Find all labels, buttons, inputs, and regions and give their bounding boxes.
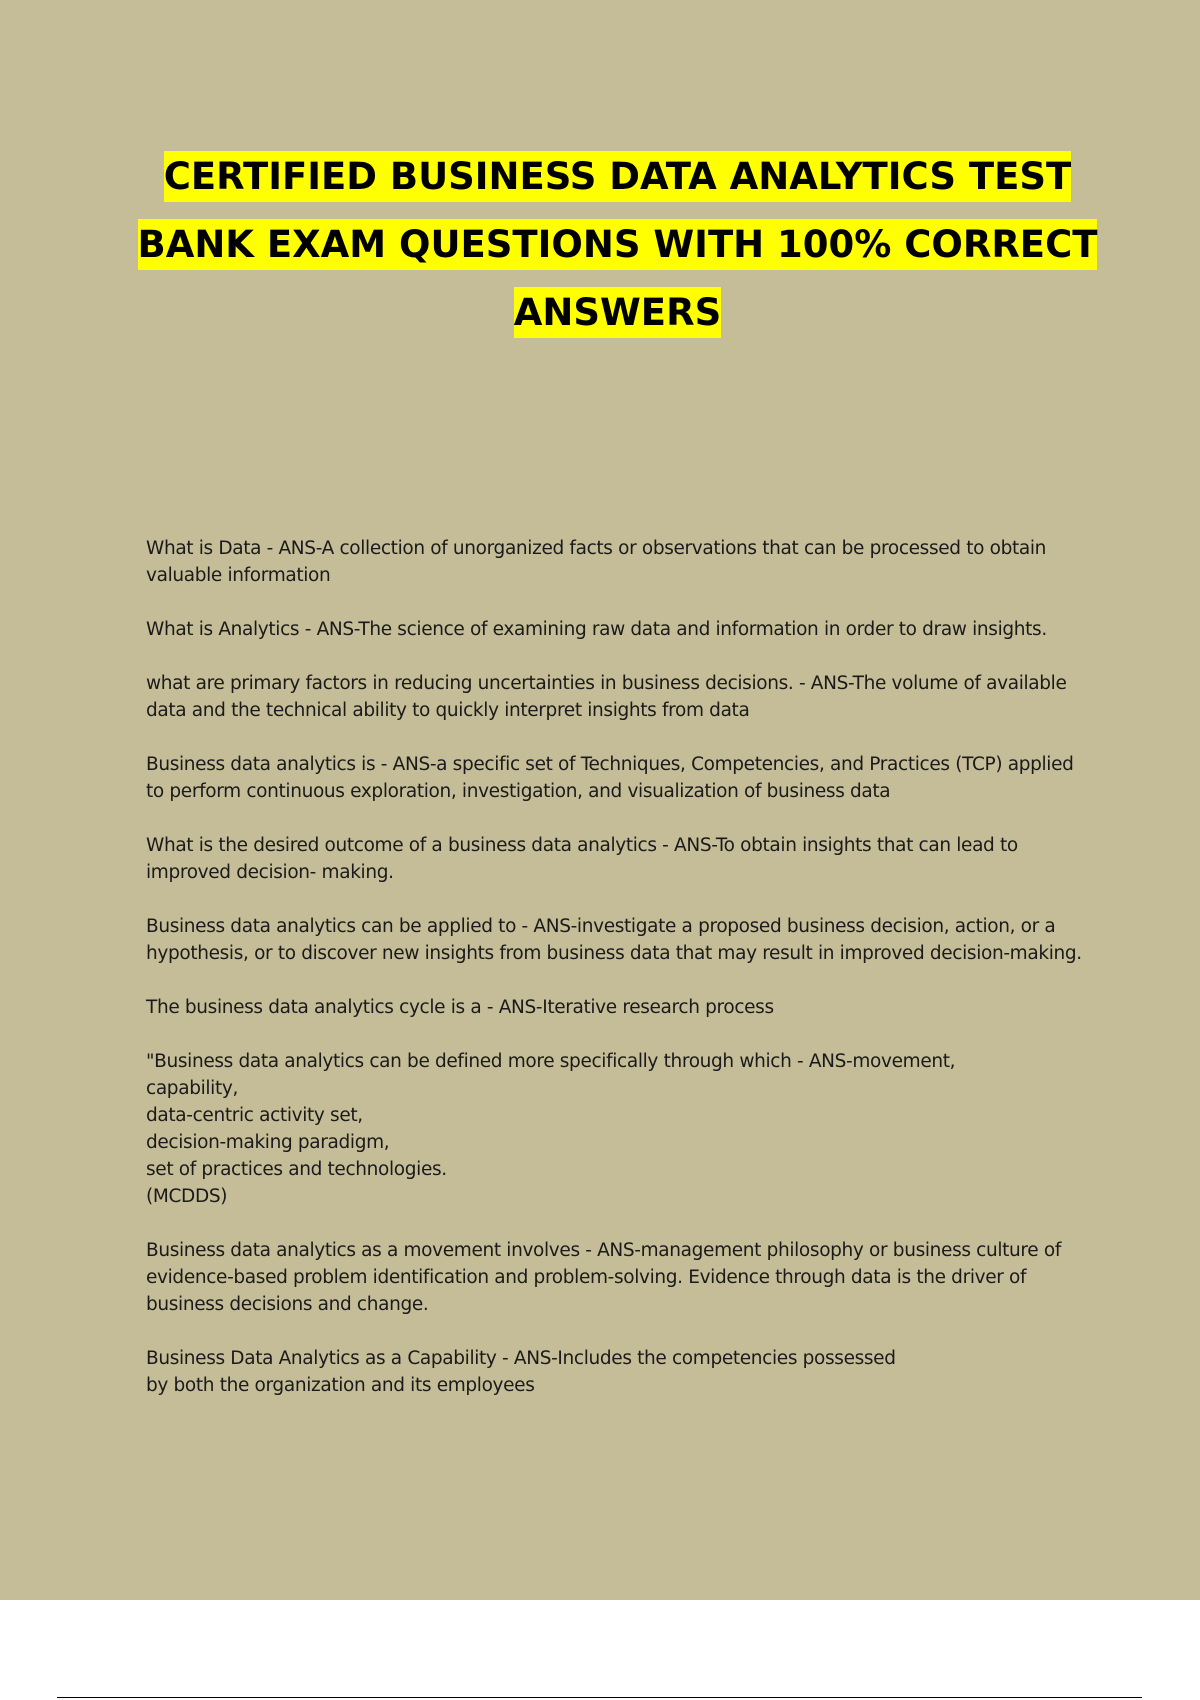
qa-item: What is Analytics - ANS-The science of examining raw data and information in order to draw insights.	[146, 619, 1047, 640]
title-line-2: BANK EXAM QUESTIONS WITH 100% CORRECT	[138, 219, 1098, 270]
title-line-1: CERTIFIED BUSINESS DATA ANALYTICS TEST	[164, 151, 1072, 202]
qa-item: What is the desired outcome of a business data analytics - ANS-To obtain insights that can lead to improved decision- making.	[146, 835, 1018, 883]
title-line	[100, 143, 1135, 211]
qa-item: Business data analytics as a movement involves - ANS-management philosophy or business culture of evidence-based problem identification and problem-solving. Evidence through data is the driver of business decisions and change.	[146, 1240, 1061, 1315]
qa-item: "Business data analytics can be defined more specifically through which - ANS-movement, capability, data-centric activity set, decision-making paradigm, set of practices and technologies. (MCDDS)	[146, 1051, 956, 1207]
title-line	[100, 211, 1135, 279]
page-divider-line	[57, 1697, 1142, 1698]
qa-item: Business Data Analytics as a Capability - ANS-Includes the competencies possessed by both the organization and its employees	[146, 1348, 896, 1396]
title-line	[100, 279, 1135, 347]
qa-item: Business data analytics can be applied to - ANS-investigate a proposed business decision, action, or a hypothesis, or to discover new insights from business data that may result in improved decision-making.	[146, 916, 1082, 964]
qa-item: The business data analytics cycle is a - ANS-Iterative research process	[146, 997, 774, 1018]
document-title	[100, 143, 1135, 347]
title-line-3: ANSWERS	[514, 287, 721, 338]
qa-item: Business data analytics is - ANS-a specific set of Techniques, Competencies, and Practices (TCP) applied to perform continuous exploration, investigation, and visualization of business data	[146, 754, 1074, 802]
qa-item: what are primary factors in reducing uncertainties in business decisions. - ANS-The volume of available data and the technical ability to quickly interpret insights from data	[146, 673, 1067, 721]
qa-item: What is Data - ANS-A collection of unorganized facts or observations that can be processed to obtain valuable information	[146, 538, 1047, 586]
question-answer-list	[146, 535, 1096, 1426]
